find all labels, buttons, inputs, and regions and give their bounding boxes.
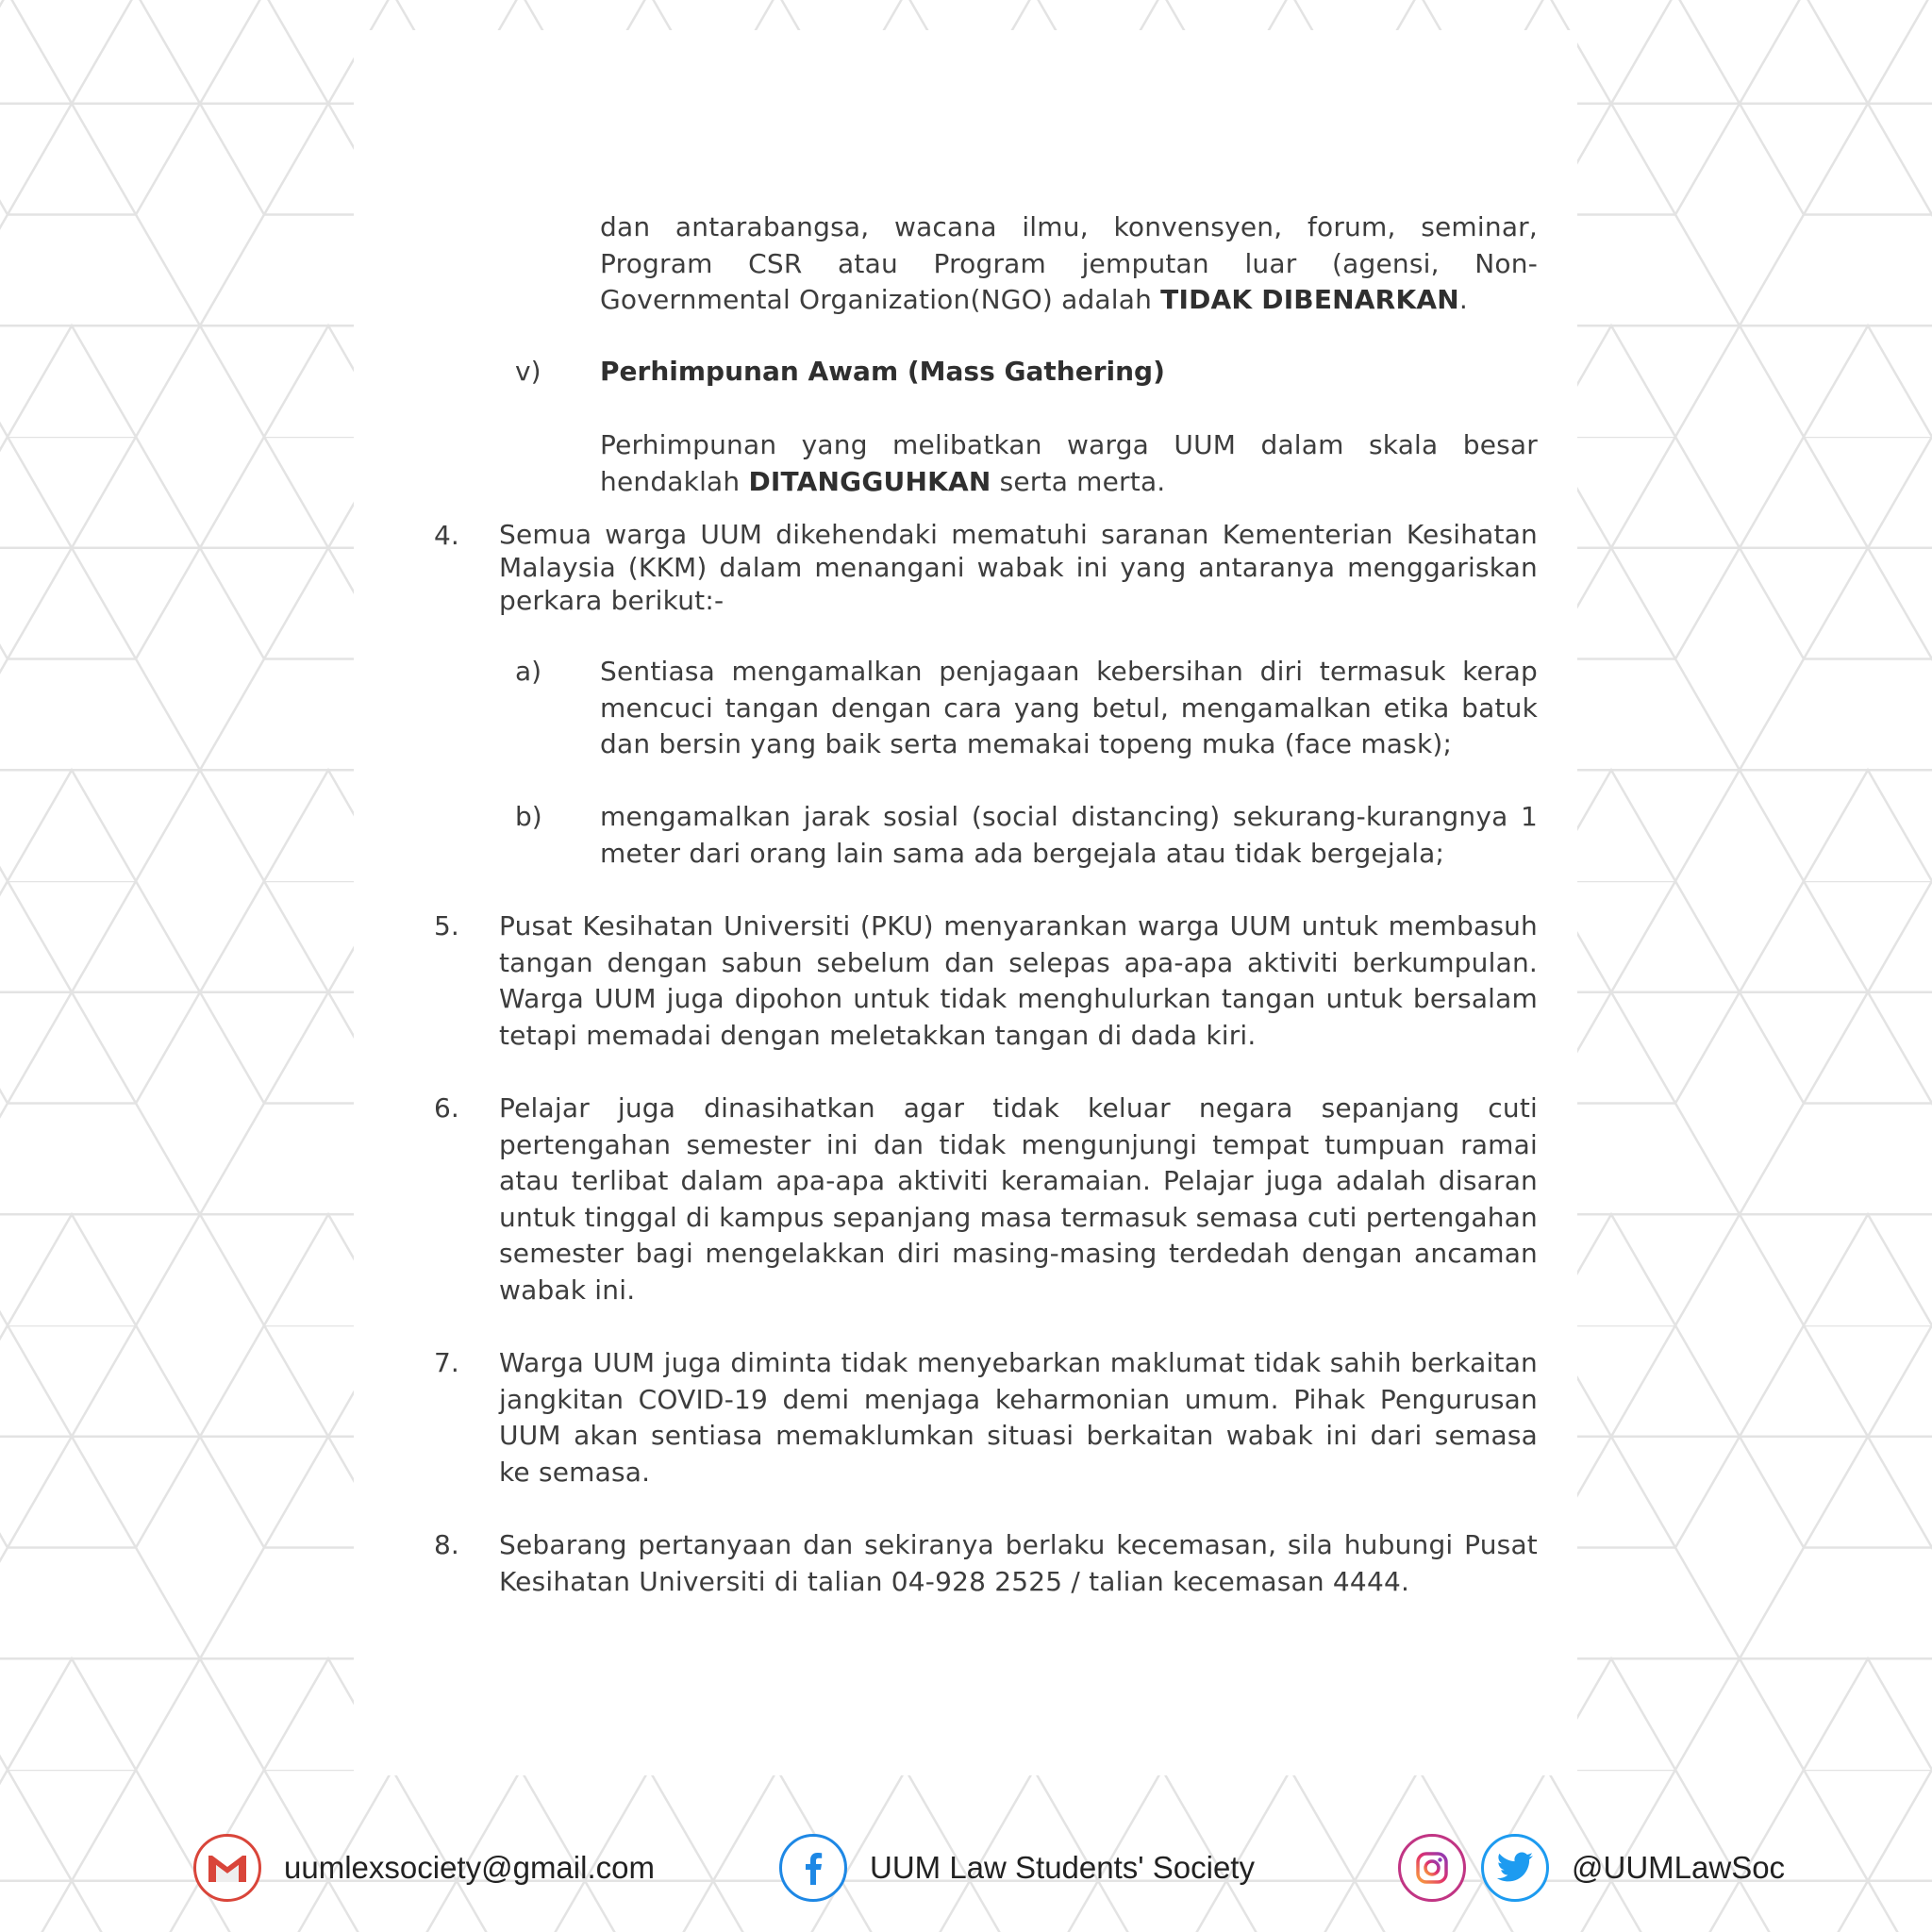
- item-v-heading: Perhimpunan Awam (Mass Gathering): [600, 356, 1165, 387]
- item-v-text-before: Perhimpunan yang melibatkan warga UUM dalam skala besar hendaklah: [600, 429, 1538, 497]
- gmail-icon[interactable]: [193, 1834, 261, 1902]
- paragraph-5-number: 5.: [434, 910, 459, 941]
- paragraph-7-number: 7.: [434, 1347, 459, 1378]
- item-4a-text: Sentiasa mengamalkan penjagaan kebersihan diri termasuk kerap mencuci tangan dengan cara yang betul, mengamalkan etika batuk dan bersin yang baik serta memakai topeng muka (face mask);: [600, 656, 1538, 759]
- paragraph-6-text: Pelajar juga dinasihatkan agar tidak keluar negara sepanjang cuti pertengahan semester ini dan tidak mengunjungi tempat tumpuan ramai atau terlibat dalam apa-apa aktiviti keramaian. Pelajar juga adalah disaran untuk tinggal di kampus sepanjang masa termasuk semasa cuti pertengahan semester bagi mengelakkan diri masing-masing terdedah dengan ancaman wabak ini.: [499, 1092, 1538, 1306]
- paragraph-6-number: 6.: [434, 1092, 459, 1124]
- email-text[interactable]: uumlexsociety@gmail.com: [284, 1850, 655, 1885]
- social-handle-text[interactable]: @UUMLawSoc: [1572, 1850, 1786, 1885]
- item-4a-label: a): [515, 656, 542, 687]
- facebook-icon[interactable]: [779, 1834, 847, 1902]
- continuation-bold: TIDAK DIBENARKAN: [1160, 284, 1459, 315]
- paragraph-4-number: 4.: [434, 520, 459, 551]
- instagram-icon[interactable]: [1398, 1834, 1466, 1902]
- continuation-text: dan antarabangsa, wacana ilmu, konvensyen, forum, seminar, Program CSR atau Program jemputan luar (agensi, Non- Governmental Organization(NGO) adalah: [600, 211, 1538, 315]
- paragraph-4-text: Semua warga UUM dikehendaki mematuhi saranan Kementerian Kesihatan Malaysia (KKM) dalam menangani wabak ini yang antaranya menggariskan perkara berikut:-: [499, 519, 1538, 616]
- continuation-end: .: [1458, 284, 1468, 315]
- paragraph-5-text: Pusat Kesihatan Universiti (PKU) menyarankan warga UUM untuk membasuh tangan dengan sabun sebelum dan selepas apa-apa aktiviti berkumpulan. Warga UUM juga dipohon untuk tidak menghulurkan tangan untuk bersalam tetapi memadai dengan meletakkan tangan di dada kiri.: [499, 910, 1538, 1051]
- item-4b-label: b): [515, 801, 542, 832]
- twitter-icon[interactable]: [1481, 1834, 1549, 1902]
- paragraph-8-text: Sebarang pertanyaan dan sekiranya berlaku kecemasan, sila hubungi Pusat Kesihatan Universiti di talian 04-928 2525 / talian kecemasan 4444.: [499, 1529, 1538, 1597]
- item-4b-text: mengamalkan jarak sosial (social distancing) sekurang-kurangnya 1 meter dari orang lain sama ada bergejala atau tidak bergejala;: [600, 801, 1538, 869]
- footer-social-handle[interactable]: [1398, 1825, 1785, 1910]
- item-v-text: [600, 427, 1538, 500]
- item-v-text-bold: DITANGGUHKAN: [748, 465, 991, 497]
- paragraph-continuation: [600, 209, 1538, 319]
- footer-email[interactable]: [193, 1825, 655, 1910]
- footer-facebook[interactable]: [779, 1825, 1255, 1910]
- item-v-text-after: serta merta.: [991, 465, 1166, 497]
- paragraph-8-number: 8.: [434, 1529, 459, 1560]
- facebook-page-text[interactable]: UUM Law Students' Society: [870, 1850, 1255, 1885]
- item-v-label: v): [515, 356, 541, 387]
- paragraph-7-text: Warga UUM juga diminta tidak menyebarkan maklumat tidak sahih berkaitan jangkitan COVID-19 demi menjaga keharmonian umum. Pihak Pengurusan UUM akan sentiasa memaklumkan situasi berkaitan wabak ini dari semasa ke semasa.: [499, 1347, 1538, 1488]
